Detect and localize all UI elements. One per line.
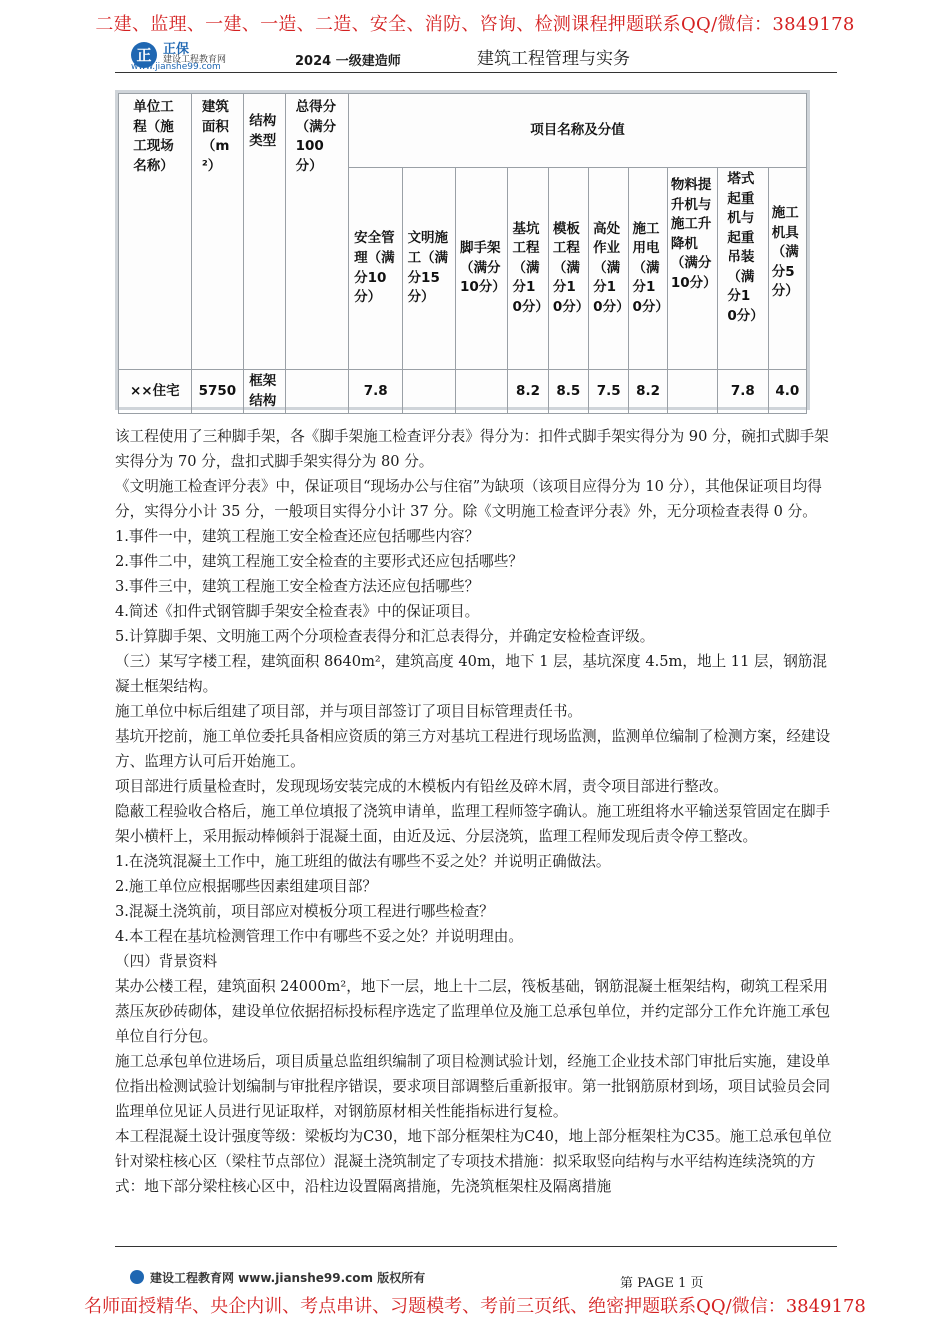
question: 3.混凝土浇筑前，项目部应对模板分项工程进行哪些检查？ bbox=[115, 903, 494, 920]
paragraph: 项目部进行质量检查时，发现现场安装完成的木模板内有铅丝及碎木屑，责令项目部进行整改。 bbox=[115, 778, 728, 795]
cell-score-machines: 4.0 bbox=[768, 370, 806, 414]
question: 1.事件一中，建筑工程施工安全检查还应包括哪些内容？ bbox=[115, 528, 480, 545]
subheader-safety: 安全管理（满分10分） bbox=[348, 168, 402, 370]
cell-score-scaffold bbox=[455, 370, 507, 414]
footer-logo-text: 建设工程教育网 www.jianshe99.com 版权所有 bbox=[150, 1271, 426, 1285]
footer-logo-icon bbox=[130, 1270, 144, 1284]
header-area: 建筑面积（m²） bbox=[191, 94, 243, 370]
header-structure: 结构类型 bbox=[244, 94, 286, 370]
paragraph: 施工单位中标后组建了项目部，并与项目部签订了项目目标管理责任书。 bbox=[115, 703, 583, 720]
cell-score-formwork: 8.5 bbox=[548, 370, 588, 414]
section-intro: （三）某写字楼工程，建筑面积 8640m²，建筑高度 40m，地下 1 层，基坑深度 4.5m，地上 11 层，钢筋混凝土框架结构。 bbox=[115, 653, 827, 695]
cell-score-power: 8.2 bbox=[629, 370, 667, 414]
section-heading: （四）背景资料 bbox=[115, 953, 218, 970]
logo-name: 正保 bbox=[163, 42, 190, 57]
logo-subtitle: 建设工程教育网 bbox=[163, 55, 227, 65]
question: 2.事件二中，建筑工程施工安全检查的主要形式还应包括哪些？ bbox=[115, 553, 523, 570]
paragraph: 本工程混凝土设计强度等级：梁板均为C30，地下部分框架柱为C40，地上部分框架柱为C35。施工总承包单位针对梁柱核心区（梁柱节点部位）混凝土浇筑制定了专项技术措施：拟采取竖向结构与水平结构连续浇筑的方式：地下部分梁柱核心区中，沿柱边设置隔离措施，先浇筑框架柱及隔离措施 bbox=[115, 1128, 832, 1195]
subject-title: 建筑工程管理与实务 bbox=[477, 49, 630, 69]
exam-tag: 2024 一级建造师 bbox=[295, 54, 401, 69]
page-number: 第 PAGE 1 页 bbox=[620, 1276, 704, 1291]
footer-divider bbox=[115, 1246, 837, 1247]
question: 4.简述《扣件式钢管脚手架安全检查表》中的保证项目。 bbox=[115, 603, 480, 620]
question: 5.计算脚手架、文明施工两个分项检查表得分和汇总表得分，并确定安检检查评级。 bbox=[115, 628, 655, 645]
bottom-promo-banner: 名师面授精华、央企内训、考点串讲、习题模考、考前三页纸、绝密押题联系QQ/微信：3849178 bbox=[84, 1296, 866, 1317]
footer-logo bbox=[130, 1269, 425, 1286]
cell-score-height: 7.5 bbox=[589, 370, 629, 414]
cell-score-pit: 8.2 bbox=[508, 370, 548, 414]
subheader-height: 高处作业（满分10分） bbox=[589, 168, 629, 370]
page-header bbox=[115, 38, 837, 73]
paragraph: 该工程使用了三种脚手架，各《脚手架施工检查评分表》得分为：扣件式脚手架实得分为 90 分，碗扣式脚手架实得分为 70 分，盘扣式脚手架实得分为 80 分。 bbox=[115, 428, 829, 470]
question: 2.施工单位应根据哪些因素组建项目部？ bbox=[115, 878, 378, 895]
question: 4.本工程在基坑检测管理工作中有哪些不妥之处？并说明理由。 bbox=[115, 928, 523, 945]
cell-score-hoist bbox=[667, 370, 717, 414]
subheader-hoist: 物料提升机与施工升降机（满分10分） bbox=[667, 168, 717, 370]
logo-url: www.jianshe99.com bbox=[131, 62, 221, 72]
paragraph: 某办公楼工程，建筑面积 24000m²，地下一层，地上十二层，筏板基础，钢筋混凝土框架结构，砌筑工程采用蒸压灰砂砖砌体，建设单位依据招标投标程序选定了监理单位及施工总承包单位，并约定部分工作允许施工承包单位自行分包。 bbox=[115, 978, 831, 1045]
header-items: 项目名称及分值 bbox=[348, 94, 806, 168]
subheader-crane: 塔式起重机与起重吊装（满分10分） bbox=[718, 168, 768, 370]
logo-icon: 正 bbox=[131, 42, 157, 68]
header-total: 总得分（满分100分） bbox=[286, 94, 349, 370]
score-table-image bbox=[115, 90, 810, 410]
score-table bbox=[118, 93, 807, 414]
subheader-pit: 基坑工程（满分10分） bbox=[508, 168, 548, 370]
header-unit: 单位工程（施工现场名称） bbox=[119, 94, 192, 370]
cell-unit: ××住宅 bbox=[119, 370, 192, 414]
subheader-machines: 施工机具（满分5分） bbox=[768, 168, 806, 370]
paragraph: 《文明施工检查评分表》中，保证项目“现场办公与住宿”为缺项（该项目应得分为 10 分），其他保证项目均得分，实得分小计 35 分，一般项目实得分小计 37 分。除《文明施工检查评分表》外，无分项检查表得 0 分。 bbox=[115, 478, 822, 520]
subheader-civilized: 文明施工（满分15分） bbox=[403, 168, 455, 370]
subheader-power: 施工用电（满分10分） bbox=[629, 168, 667, 370]
subheader-scaffold: 脚手架（满分10分） bbox=[455, 168, 507, 370]
question: 1.在浇筑混凝土工作中，施工班组的做法有哪些不妥之处？并说明正确做法。 bbox=[115, 853, 611, 870]
question: 3.事件三中，建筑工程施工安全检查方法还应包括哪些？ bbox=[115, 578, 480, 595]
subheader-formwork: 模板工程（满分10分） bbox=[548, 168, 588, 370]
document-body bbox=[115, 424, 837, 1199]
top-promo-banner: 二建、监理、一建、一造、二造、安全、消防、咨询、检测课程押题联系QQ/微信：3849178 bbox=[95, 14, 855, 35]
paragraph: 基坑开挖前，施工单位委托具备相应资质的第三方对基坑工程进行现场监测，监测单位编制了检测方案，经建设方、监理方认可后开始施工。 bbox=[115, 728, 831, 770]
cell-score-civilized bbox=[403, 370, 455, 414]
paragraph: 隐蔽工程验收合格后，施工单位填报了浇筑申请单，监理工程师签字确认。施工班组将水平输送泵管固定在脚手架小横杆上，采用振动棒倾斜于混凝土面，由近及远、分层浇筑，监理工程师发现后责令停工整改。 bbox=[115, 803, 831, 845]
cell-score-crane: 7.8 bbox=[718, 370, 768, 414]
paragraph: 施工总承包单位进场后，项目质量总监组织编制了项目检测试验计划，经施工企业技术部门审批后实施，建设单位指出检测试验计划编制与审批程序错误，要求项目部调整后重新报审。第一批钢筋原材到场，项目试验员会同监理单位见证人员进行见证取样，对钢筋原材相关性能指标进行复检。 bbox=[115, 1053, 831, 1120]
cell-area: 5750 bbox=[191, 370, 243, 414]
cell-structure: 框架结构 bbox=[244, 370, 286, 414]
cell-score-safety: 7.8 bbox=[348, 370, 402, 414]
cell-total bbox=[286, 370, 349, 414]
